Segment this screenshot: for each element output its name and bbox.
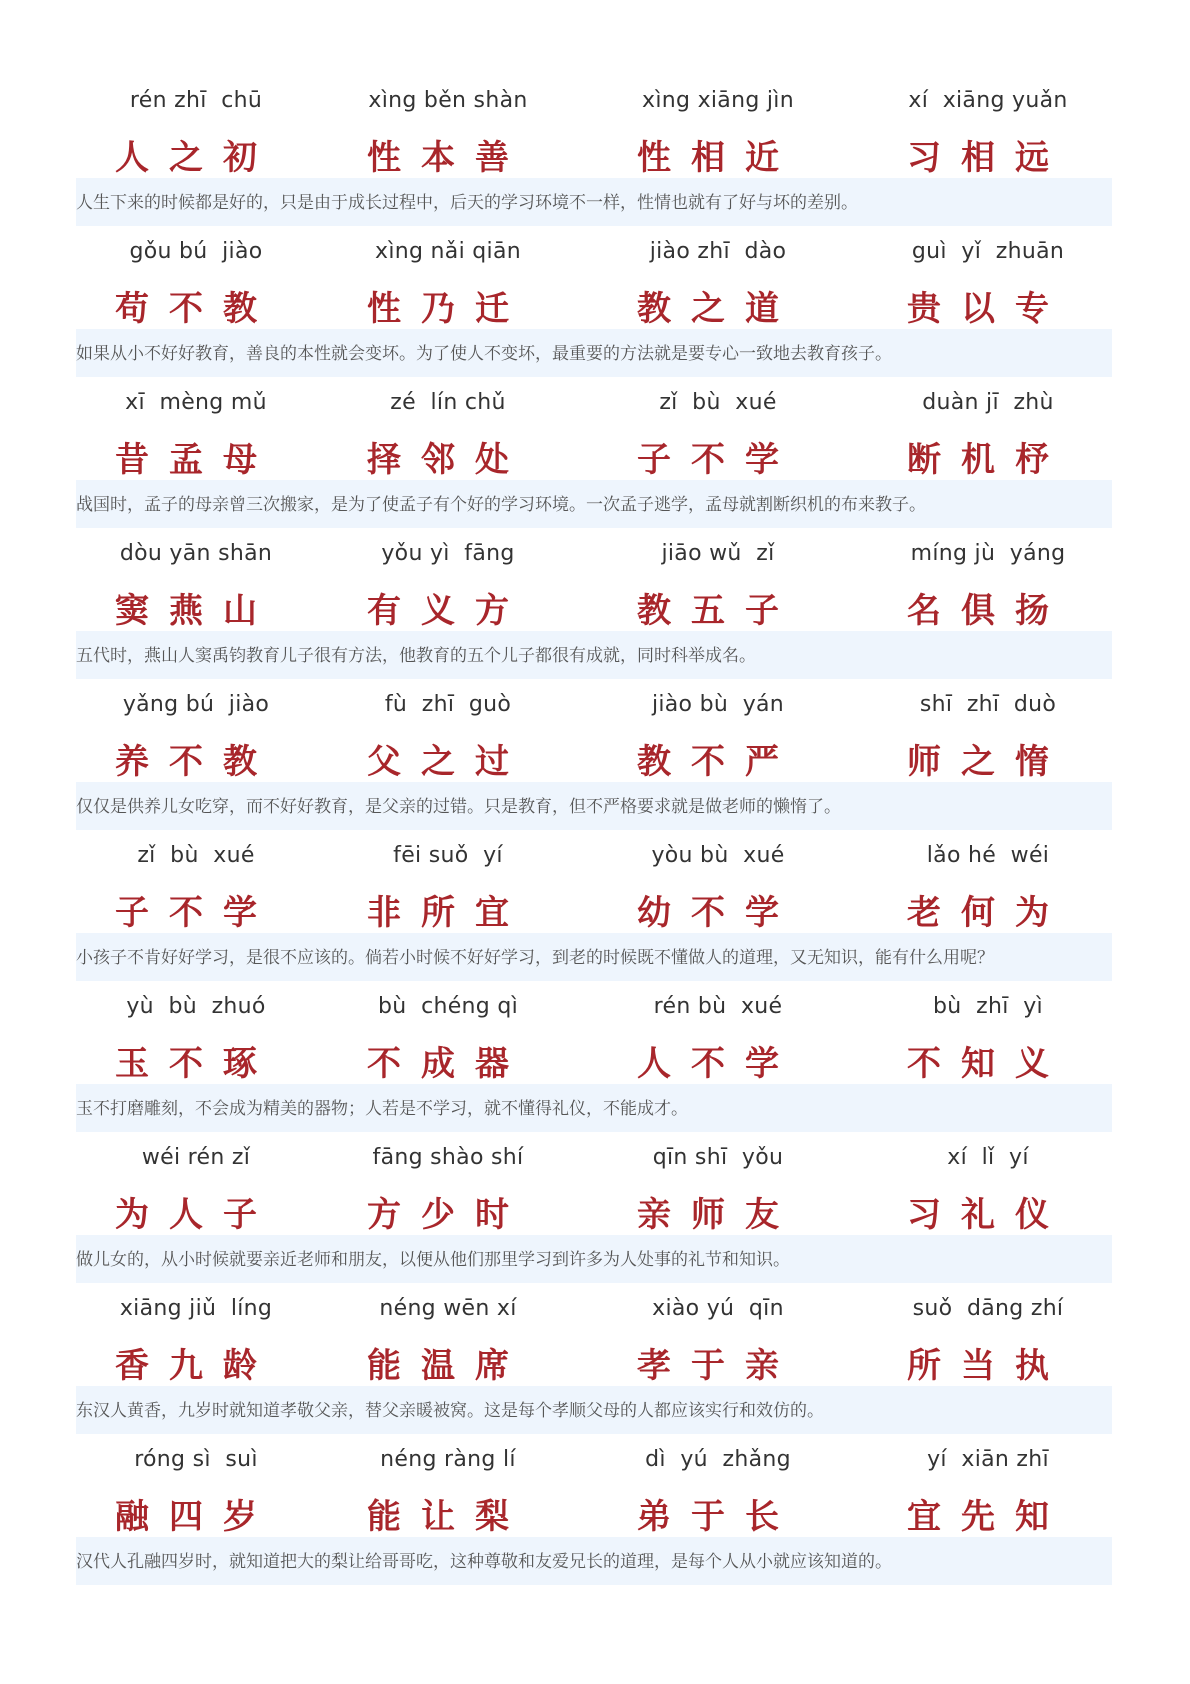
explanation: 仅仅是供养儿女吃穿，而不好好教育，是父亲的过错。只是教育，但不严格要求就是做老师的懒惰了。 (76, 782, 1112, 830)
hanzi-phrase: 习礼仪 (907, 1195, 1069, 1235)
explanation: 如果从小不好好教育，善良的本性就会变坏。为了使人不变坏，最重要的方法就是要专心一致地去教育孩子。 (76, 329, 1112, 377)
pinyin: fù zhī guò (384, 692, 512, 717)
hanzi-phrase: 习相远 (907, 138, 1069, 178)
pinyin: guì yǐ zhuān (911, 239, 1065, 264)
hanzi-phrase: 有义方 (367, 591, 529, 631)
pinyin: zé lín chǔ (390, 390, 506, 415)
hanzi-phrase: 教五子 (637, 591, 799, 631)
verse-block (76, 682, 1112, 834)
pinyin: zǐ bù xué (137, 843, 255, 868)
hanzi-phrase: 教不严 (637, 742, 799, 782)
explanation: 做儿女的，从小时候就要亲近老师和朋友，以便从他们那里学习到许多为人处事的礼节和知识。 (76, 1235, 1112, 1283)
pinyin: xiāng jiǔ líng (119, 1296, 273, 1321)
explanation: 战国时，孟子的母亲曾三次搬家，是为了使孟子有个好的学习环境。一次孟子逃学，孟母就割断织机的布来教子。 (76, 480, 1112, 528)
verse-block (76, 1437, 1112, 1589)
hanzi-phrase: 非所宜 (367, 893, 529, 933)
hanzi-phrase: 养不教 (115, 742, 277, 782)
pinyin: jiào bù yán (651, 692, 785, 717)
hanzi-phrase: 父之过 (367, 742, 529, 782)
hanzi-phrase: 所当执 (907, 1346, 1069, 1386)
hanzi-phrase: 性本善 (367, 138, 529, 178)
pinyin: xìng běn shàn (368, 88, 528, 113)
verse-block (76, 1286, 1112, 1438)
hanzi-phrase: 子不学 (115, 893, 277, 933)
pinyin: gǒu bú jiào (129, 239, 263, 264)
pinyin: míng jù yáng (910, 541, 1066, 566)
explanation: 玉不打磨雕刻，不会成为精美的器物；人若是不学习，就不懂得礼仪，不能成才。 (76, 1084, 1112, 1132)
hanzi-phrase: 苟不教 (115, 289, 277, 329)
pinyin: xìng nǎi qiān (375, 239, 521, 264)
hanzi-phrase: 师之惰 (907, 742, 1069, 782)
hanzi-phrase: 性乃迁 (367, 289, 529, 329)
explanation: 五代时，燕山人窦禹钧教育儿子很有方法，他教育的五个儿子都很有成就，同时科举成名。 (76, 631, 1112, 679)
pinyin: dòu yān shān (119, 541, 273, 566)
hanzi-phrase: 断机杼 (907, 440, 1069, 480)
hanzi-phrase: 性相近 (637, 138, 799, 178)
pinyin: zǐ bù xué (659, 390, 777, 415)
hanzi-phrase: 子不学 (637, 440, 799, 480)
hanzi-phrase: 玉不琢 (115, 1044, 277, 1084)
verse-block (76, 833, 1112, 985)
pinyin: rén zhī chū (129, 88, 263, 113)
verse-block (76, 78, 1112, 230)
hanzi-phrase: 能温席 (367, 1346, 529, 1386)
pinyin: fāng shào shí (372, 1145, 524, 1170)
pinyin: wéi rén zǐ (141, 1145, 251, 1170)
hanzi-phrase: 择邻处 (367, 440, 529, 480)
pinyin: xí xiāng yuǎn (908, 88, 1068, 113)
hanzi-phrase: 窦燕山 (115, 591, 277, 631)
hanzi-phrase: 人不学 (637, 1044, 799, 1084)
pinyin: yǎng bú jiào (122, 692, 270, 717)
pinyin: fēi suǒ yí (393, 843, 503, 868)
pinyin: yǒu yì fāng (381, 541, 515, 566)
hanzi-phrase: 名俱扬 (907, 591, 1069, 631)
verse-block (76, 380, 1112, 532)
hanzi-phrase: 孝于亲 (637, 1346, 799, 1386)
verse-block (76, 229, 1112, 381)
hanzi-phrase: 方少时 (367, 1195, 529, 1235)
pinyin: suǒ dāng zhí (912, 1296, 1064, 1321)
hanzi-phrase: 弟于长 (637, 1497, 799, 1537)
verse-block (76, 531, 1112, 683)
hanzi-phrase: 老何为 (907, 893, 1069, 933)
pinyin: jiào zhī dào (649, 239, 787, 264)
pinyin: bù zhī yì (933, 994, 1043, 1019)
explanation: 小孩子不肯好好学习，是很不应该的。倘若小时候不好好学习，到老的时候既不懂做人的道理，又无知识，能有什么用呢？ (76, 933, 1112, 981)
pinyin: xī mèng mǔ (125, 390, 267, 415)
pinyin: xí lǐ yí (947, 1145, 1029, 1170)
pinyin: xìng xiāng jìn (642, 88, 794, 113)
verse-block (76, 984, 1112, 1136)
hanzi-phrase: 昔孟母 (115, 440, 277, 480)
hanzi-phrase: 融四岁 (115, 1497, 277, 1537)
hanzi-phrase: 亲师友 (637, 1195, 799, 1235)
hanzi-phrase: 不知义 (907, 1044, 1069, 1084)
hanzi-phrase: 能让梨 (367, 1497, 529, 1537)
explanation: 人生下来的时候都是好的，只是由于成长过程中，后天的学习环境不一样，性情也就有了好与坏的差别。 (76, 178, 1112, 226)
pinyin: lǎo hé wéi (926, 843, 1050, 868)
hanzi-phrase: 人之初 (115, 138, 277, 178)
explanation: 汉代人孔融四岁时，就知道把大的梨让给哥哥吃，这种尊敬和友爱兄长的道理，是每个人从小就应该知道的。 (76, 1537, 1112, 1585)
verse-block (76, 1135, 1112, 1287)
hanzi-phrase: 宜先知 (907, 1497, 1069, 1537)
hanzi-phrase: 幼不学 (637, 893, 799, 933)
hanzi-phrase: 教之道 (637, 289, 799, 329)
pinyin: dì yú zhǎng (645, 1447, 791, 1472)
pinyin: yù bù zhuó (126, 994, 266, 1019)
pinyin: róng sì suì (134, 1447, 258, 1472)
pinyin: shī zhī duò (919, 692, 1057, 717)
explanation: 东汉人黄香，九岁时就知道孝敬父亲，替父亲暖被窝。这是每个孝顺父母的人都应该实行和效仿的。 (76, 1386, 1112, 1434)
hanzi-phrase: 不成器 (367, 1044, 529, 1084)
pinyin: jiāo wǔ zǐ (661, 541, 775, 566)
pinyin: rén bù xué (653, 994, 783, 1019)
pinyin: xiào yú qīn (652, 1296, 784, 1321)
pinyin: bù chéng qì (377, 994, 519, 1019)
pinyin: yí xiān zhī (927, 1447, 1049, 1472)
hanzi-phrase: 贵以专 (907, 289, 1069, 329)
pinyin: yòu bù xué (651, 843, 785, 868)
pinyin: néng wēn xí (379, 1296, 517, 1321)
pinyin: qīn shī yǒu (652, 1145, 784, 1170)
hanzi-phrase: 香九龄 (115, 1346, 277, 1386)
pinyin: duàn jī zhù (922, 390, 1054, 415)
pinyin: néng ràng lí (380, 1447, 516, 1472)
hanzi-phrase: 为人子 (115, 1195, 277, 1235)
